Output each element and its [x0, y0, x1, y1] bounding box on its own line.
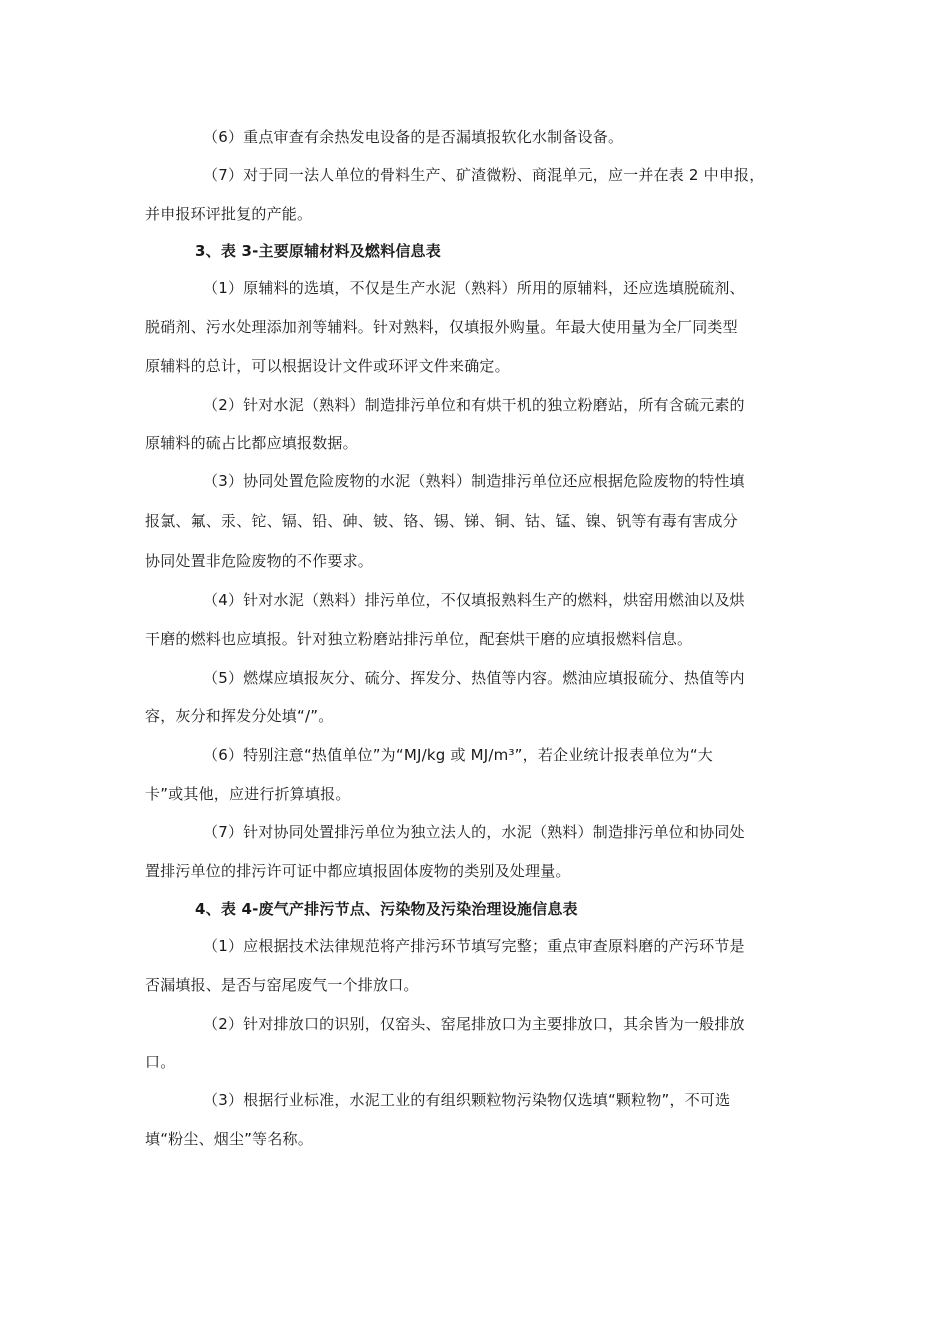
paragraph-line: 否漏填报、是否与窑尾废气一个排放口。	[145, 976, 419, 994]
paragraph-line: 干磨的燃料也应填报。针对独立粉磨站排污单位，配套烘干磨的应填报燃料信息。	[145, 630, 693, 648]
paragraph-line: 卡”或其他，应进行折算填报。	[145, 785, 351, 803]
paragraph-line: 并申报环评批复的产能。	[145, 205, 313, 223]
paragraph-line: （7）对于同一法人单位的骨料生产、矿渣微粉、商混单元，应一并在表 2 中申报，	[203, 166, 765, 184]
paragraph-line: （6）特别注意“热值单位”为“MJ/kg 或 MJ/m³”，若企业统计报表单位为“大	[203, 746, 714, 764]
paragraph-line: （2）针对水泥（熟料）制造排污单位和有烘干机的独立粉磨站，所有含硫元素的	[203, 396, 745, 414]
paragraph-line: 报氯、氟、汞、铊、镉、铅、砷、铍、铬、锡、锑、铜、钴、锰、镍、钒等有毒有害成分	[145, 512, 738, 530]
paragraph-line: （3）根据行业标准，水泥工业的有组织颗粒物污染物仅选填“颗粒物”，不可选	[203, 1091, 731, 1109]
paragraph-line: 脱硝剂、污水处理添加剂等辅料。针对熟料，仅填报外购量。年最大使用量为全厂同类型	[145, 318, 738, 336]
section-heading: 4、表 4-废气产排污节点、污染物及污染治理设施信息表	[195, 900, 578, 918]
paragraph-line: 填“粉尘、烟尘”等名称。	[145, 1130, 313, 1148]
paragraph-line: 置排污单位的排污许可证中都应填报固体废物的类别及处理量。	[145, 862, 571, 880]
paragraph-line: （4）针对水泥（熟料）排污单位，不仅填报熟料生产的燃料，烘窑用燃油以及烘	[203, 591, 745, 609]
paragraph-line: 原辅料的总计，可以根据设计文件或环评文件来确定。	[145, 357, 510, 375]
section-heading: 3、表 3-主要原辅材料及燃料信息表	[195, 242, 441, 260]
paragraph-line: 原辅料的硫占比都应填报数据。	[145, 434, 358, 452]
paragraph-line: 容，灰分和挥发分处填“/”。	[145, 707, 334, 725]
paragraph-line: （1）应根据技术法律规范将产排污环节填写完整；重点审查原料磨的产污环节是	[203, 937, 745, 955]
paragraph-line: （3）协同处置危险废物的水泥（熟料）制造排污单位还应根据危险废物的特性填	[203, 472, 745, 490]
paragraph-line: 口。	[145, 1053, 176, 1071]
paragraph-line: （5）燃煤应填报灰分、硫分、挥发分、热值等内容。燃油应填报硫分、热值等内	[203, 669, 745, 687]
paragraph-line: 协同处置非危险废物的不作要求。	[145, 552, 374, 570]
paragraph-line: （2）针对排放口的识别，仅窑头、窑尾排放口为主要排放口，其余皆为一般排放	[203, 1015, 745, 1033]
paragraph-line: （7）针对协同处置排污单位为独立法人的，水泥（熟料）制造排污单位和协同处	[203, 823, 745, 841]
paragraph-line: （6）重点审查有余热发电设备的是否漏填报软化水制备设备。	[203, 128, 624, 146]
paragraph-line: （1）原辅料的选填，不仅是生产水泥（熟料）所用的原辅料，还应选填脱硫剂、	[203, 279, 745, 297]
